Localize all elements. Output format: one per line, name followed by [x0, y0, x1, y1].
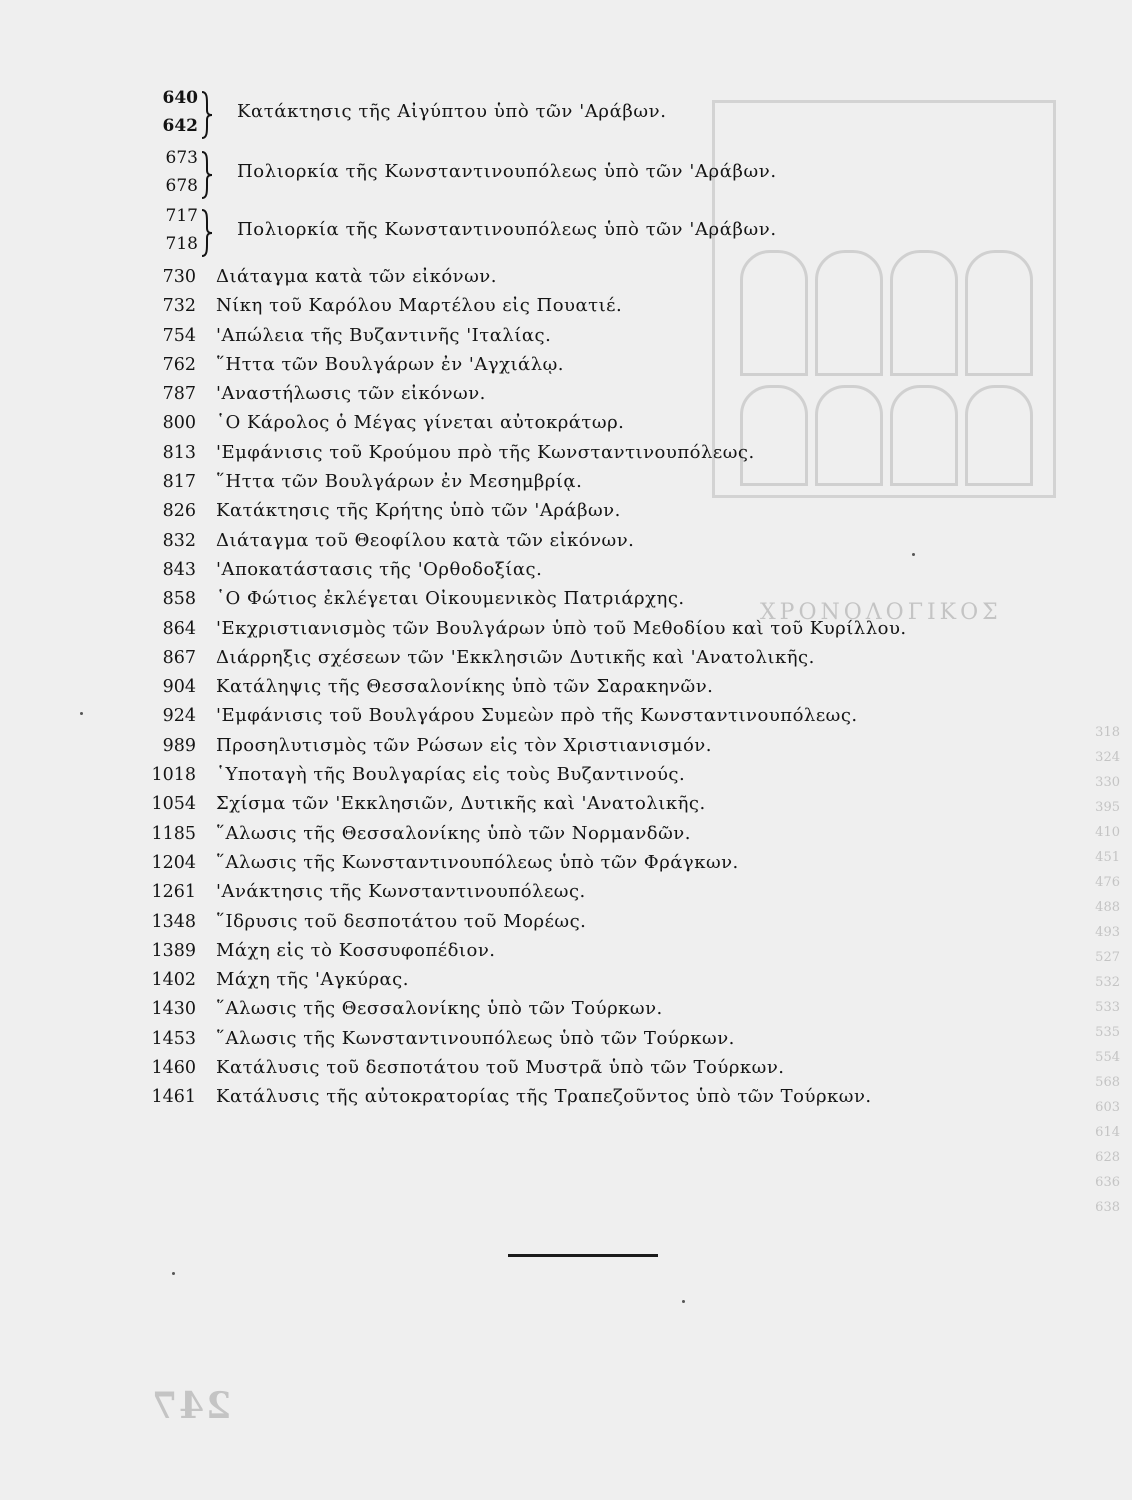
entry-event: 'Εμφάνισις τοῦ Κρούμου πρὸ τῆς Κωνσταντινουπόλεως.: [216, 441, 755, 463]
entry-year: 904: [162, 677, 196, 698]
entry-year: 1453: [151, 1028, 196, 1049]
range-end-year: 678: [165, 176, 198, 196]
chronology-row: [0, 702, 1050, 731]
entry-event: ῞Αλωσις τῆς Κωνσταντινουπόλεως ὑπὸ τῶν Τούρκων.: [216, 1027, 735, 1049]
range-start-year: 640: [162, 88, 198, 108]
chronology-row: [0, 995, 1050, 1024]
entry-year: 989: [162, 735, 196, 756]
chronology-range-row: [0, 206, 1000, 260]
chronology-row: [0, 585, 1050, 614]
chronology-row: [0, 937, 1050, 966]
entry-year: 1018: [151, 765, 196, 786]
chronology-row: [0, 439, 1050, 468]
range-event-text: Πολιορκία τῆς Κωνσταντινουπόλεως ὑπὸ τῶν 'Αράβων.: [237, 161, 777, 182]
range-start-year: 717: [165, 206, 198, 226]
chronology-row: [0, 1054, 1050, 1083]
chronology-row: [0, 908, 1050, 937]
chronology-row: [0, 351, 1050, 380]
chronology-row: [0, 849, 1050, 878]
chronology-row: [0, 644, 1050, 673]
entry-event: ῞Αλωσις τῆς Θεσσαλονίκης ὑπὸ τῶν Τούρκων.: [216, 998, 663, 1020]
chronology-row: [0, 761, 1050, 790]
chronology-row: [0, 468, 1050, 497]
chronology-row: [0, 263, 1050, 292]
entry-event: 'Αναστήλωσις τῶν εἰκόνων.: [216, 383, 486, 405]
entry-event: 'Απώλεια τῆς Βυζαντινῆς 'Ιταλίας.: [216, 324, 552, 346]
paper-speck: [912, 553, 915, 556]
range-event-text: Κατάκτησις τῆς Αἰγύπτου ὑπὸ τῶν 'Αράβων.: [237, 101, 667, 122]
entry-event: 'Εμφάνισις τοῦ Βουλγάρου Συμεὼν πρὸ τῆς Κωνσταντινουπόλεως.: [216, 705, 858, 727]
paper-speck: [80, 712, 83, 715]
entry-event: Διάταγμα τοῦ Θεοφίλου κατὰ τῶν εἰκόνων.: [216, 529, 635, 551]
entry-year: 1461: [151, 1087, 196, 1108]
chronology-range-row: [0, 88, 1000, 142]
chronology-row: [0, 966, 1050, 995]
range-end-year: 642: [162, 116, 198, 136]
entry-event: ῾Ο Φώτιος ἐκλέγεται Οἰκουμενικὸς Πατριάρχης.: [216, 588, 685, 610]
bleed-through-heading: ΧΡΟΝΟΛΟΓΙΚΟΣ: [760, 600, 1002, 625]
range-event-text: Πολιορκία τῆς Κωνσταντινουπόλεως ὑπὸ τῶν 'Αράβων.: [237, 219, 777, 240]
entry-event: Κατάλυσις τοῦ δεσποτάτου τοῦ Μυστρᾶ ὑπὸ τῶν Τούρκων.: [216, 1057, 785, 1079]
entry-year: 832: [162, 530, 196, 551]
entry-event: Διάρρηξις σχέσεων τῶν 'Εκκλησιῶν Δυτικῆς καὶ 'Ανατολικῆς.: [216, 646, 815, 668]
entry-event: ῞Αλωσις τῆς Κωνσταντινουπόλεως ὑπὸ τῶν Φράγκων.: [216, 851, 739, 873]
chronology-row: [0, 820, 1050, 849]
entry-event: Κατάληψις τῆς Θεσσαλονίκης ὑπὸ τῶν Σαρακηνῶν.: [216, 676, 714, 698]
chronology-list: [0, 263, 1050, 1113]
chronology-row: [0, 409, 1050, 438]
entry-year: 1185: [151, 823, 196, 844]
chronology-row: [0, 292, 1050, 321]
entry-year: 730: [162, 267, 196, 287]
section-end-rule: [508, 1254, 658, 1257]
chronology-row: [0, 1025, 1050, 1054]
bleed-through-page-number: 247: [150, 1385, 232, 1427]
range-end-year: 718: [165, 234, 198, 254]
entry-year: 1389: [151, 940, 196, 961]
chronology-row: [0, 556, 1050, 585]
entry-event: Σχίσμα τῶν 'Εκκλησιῶν, Δυτικῆς καὶ 'Ανατολικῆς.: [216, 793, 706, 815]
range-brace-icon: [197, 208, 217, 258]
entry-event: ῞Αλωσις τῆς Θεσσαλονίκης ὑπὸ τῶν Νορμανδῶν.: [216, 822, 691, 844]
entry-year: 754: [162, 325, 196, 346]
entry-event: ῞Ηττα τῶν Βουλγάρων ἐν 'Αγχιάλῳ.: [216, 353, 564, 375]
entry-year: 762: [162, 354, 196, 375]
entry-year: 924: [162, 706, 196, 727]
chronology-row: [0, 497, 1050, 526]
entry-event: 'Εκχριστιανισμὸς τῶν Βουλγάρων ὑπὸ τοῦ Μεθοδίου καὶ τοῦ Κυρίλλου.: [216, 617, 907, 639]
paper-speck: [682, 1300, 685, 1303]
entry-year: 800: [162, 413, 196, 434]
entry-event: ῾Ο Κάρολος ὁ Μέγας γίνεται αὐτοκράτωρ.: [216, 412, 625, 434]
entry-year: 1402: [151, 970, 196, 991]
entry-event: ῾Υποταγὴ τῆς Βουλγαρίας εἰς τοὺς Βυζαντινούς.: [216, 764, 686, 786]
chronology-row: [0, 790, 1050, 819]
entry-year: 858: [162, 589, 196, 610]
range-start-year: 673: [165, 148, 198, 168]
entry-event: Κατάλυσις τῆς αὐτοκρατορίας τῆς Τραπεζοῦντος ὑπὸ τῶν Τούρκων.: [216, 1086, 872, 1108]
chronology-row: [0, 1083, 1050, 1112]
entry-event: ῞Ηττα τῶν Βουλγάρων ἐν Μεσημβρίᾳ.: [216, 471, 583, 493]
entry-event: Μάχη τῆς 'Αγκύρας.: [216, 969, 409, 991]
entry-year: 1348: [151, 911, 196, 932]
chronology-row: [0, 732, 1050, 761]
entry-year: 826: [162, 501, 196, 522]
entry-year: 1460: [151, 1058, 196, 1079]
entry-year: 867: [162, 647, 196, 668]
chronology-row: [0, 527, 1050, 556]
entry-event: Προσηλυτισμὸς τῶν Ρώσων εἰς τὸν Χριστιανισμόν.: [216, 734, 712, 756]
entry-year: 864: [162, 618, 196, 639]
chronology-row: [0, 615, 1050, 644]
chronology-row: [0, 673, 1050, 702]
entry-year: 1261: [151, 882, 196, 903]
chronology-row: [0, 322, 1050, 351]
entry-year: 817: [162, 472, 196, 493]
entry-year: 732: [162, 296, 196, 317]
paper-speck: [172, 1272, 175, 1275]
entry-event: Μάχη εἰς τὸ Κοσσυφοπέδιον.: [216, 939, 496, 961]
chronology-range-row: [0, 148, 1000, 202]
chronology-row: [0, 380, 1050, 409]
bleed-through-year-column: 318 324 330 395 410 451 476 488 493 527 532 533 535 554 568 603 614 628 636 638: [1095, 725, 1120, 1215]
entry-year: 787: [162, 384, 196, 405]
entry-event: Διάταγμα κατὰ τῶν εἰκόνων.: [216, 266, 497, 287]
range-brace-icon: [197, 150, 217, 200]
entry-year: 1054: [151, 794, 196, 815]
entry-year: 1204: [151, 852, 196, 873]
entry-event: Κατάκτησις τῆς Κρήτης ὑπὸ τῶν 'Αράβων.: [216, 500, 621, 522]
entry-event: 'Αποκατάστασις τῆς 'Ορθοδοξίας.: [216, 558, 543, 580]
entry-event: ῞Ιδρυσις τοῦ δεσποτάτου τοῦ Μορέως.: [216, 910, 587, 932]
entry-event: Νίκη τοῦ Καρόλου Μαρτέλου εἰς Πουατιέ.: [216, 295, 623, 317]
entry-event: 'Ανάκτησις τῆς Κωνσταντινουπόλεως.: [216, 881, 586, 903]
entry-year: 813: [162, 442, 196, 463]
entry-year: 1430: [151, 999, 196, 1020]
chronology-row: [0, 878, 1050, 907]
range-brace-icon: [197, 90, 217, 140]
entry-year: 843: [162, 559, 196, 580]
